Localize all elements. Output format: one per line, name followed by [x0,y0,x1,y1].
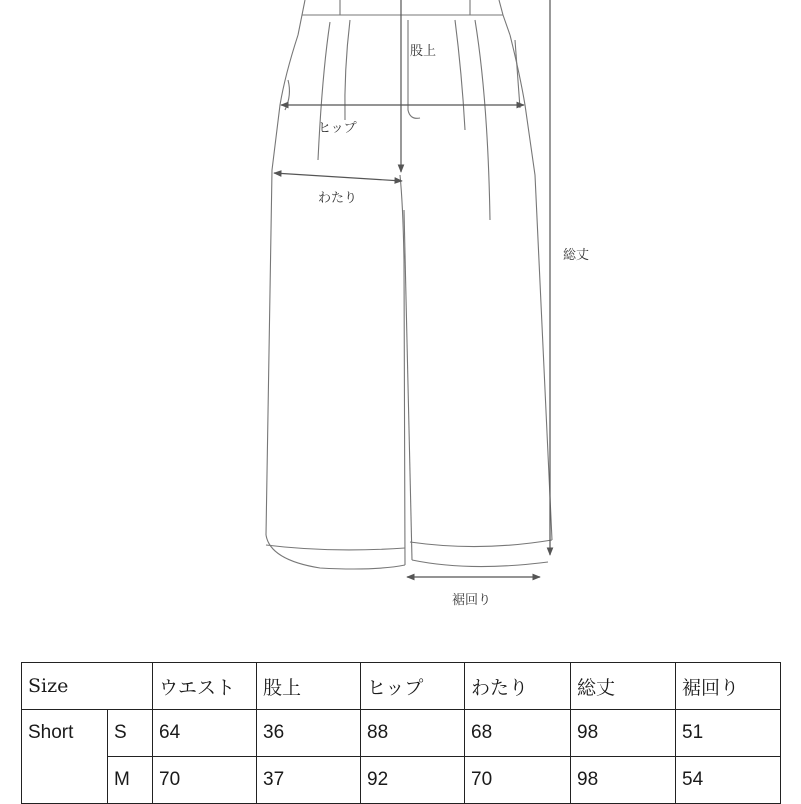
header-hem: 裾回り [676,663,781,710]
measurement-arrows [274,0,550,577]
table-header-row [22,663,781,710]
header-waist: ウエスト [153,663,257,710]
header-total-length: 総丈 [571,663,676,710]
value-cell: 64 [153,710,257,757]
value-cell: 70 [465,757,571,804]
header-thigh: わたり [465,663,571,710]
value-cell: 70 [153,757,257,804]
value-cell: 68 [465,710,571,757]
value-cell: 37 [257,757,361,804]
thigh-arrow [274,173,402,181]
hip-label: ヒップ [318,121,357,136]
table-row [22,710,781,757]
value-cell: 92 [361,757,465,804]
size-cell: M [108,757,153,804]
rise-label: 股上 [410,44,437,59]
header-hip: ヒップ [361,663,465,710]
value-cell: 98 [571,757,676,804]
value-cell: 36 [257,710,361,757]
value-cell: 54 [676,757,781,804]
hem-label: 裾回り [452,593,492,608]
table-row [22,757,781,804]
pants-outline [266,0,552,569]
thigh-label: わたり [318,191,358,206]
value-cell: 98 [571,710,676,757]
group-label: Short [22,710,108,804]
size-table [21,662,781,804]
size-cell: S [108,710,153,757]
value-cell: 51 [676,710,781,757]
total-length-label: 総丈 [563,248,590,263]
header-rise: 股上 [257,663,361,710]
value-cell: 88 [361,710,465,757]
header-size: Size [22,663,153,710]
